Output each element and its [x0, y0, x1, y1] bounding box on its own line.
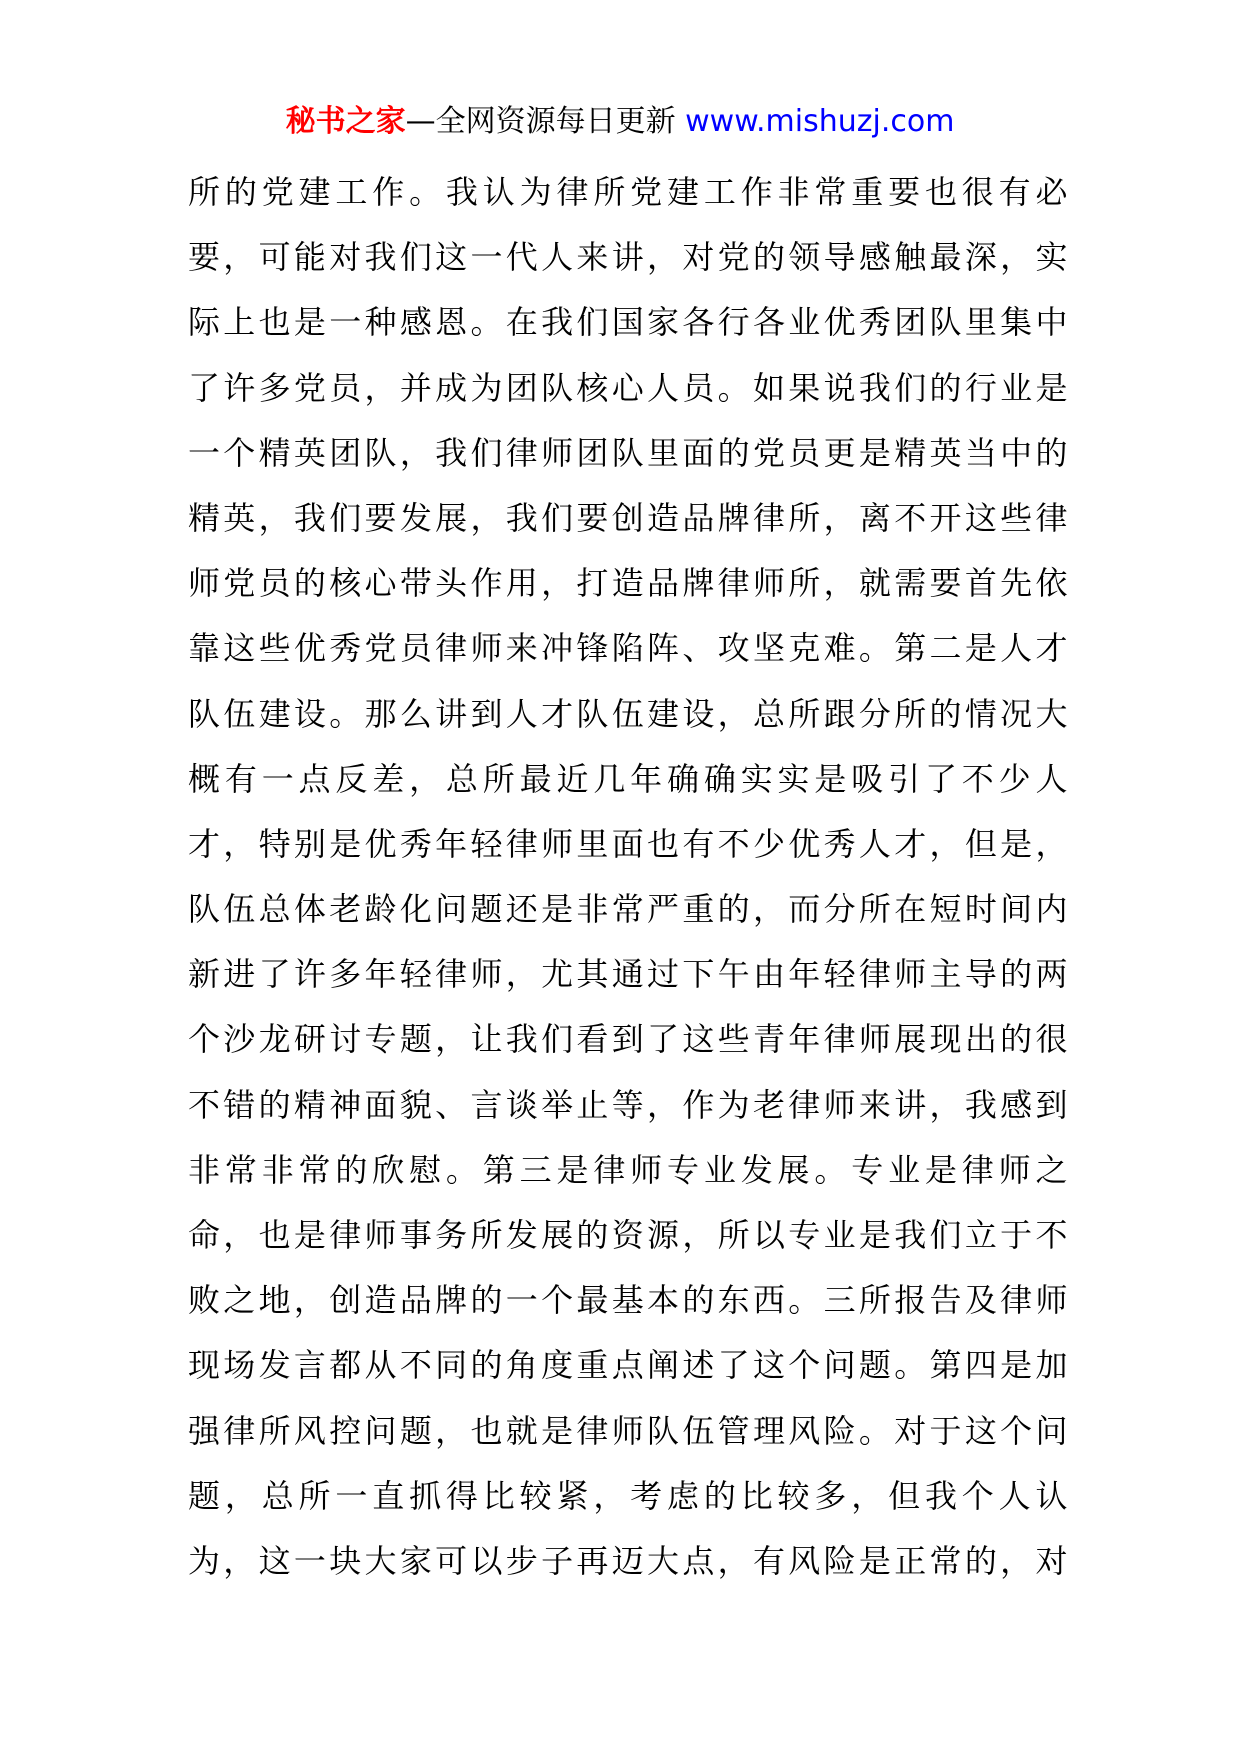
text-line: 一个精英团队，我们律师团队里面的党员更是精英当中的	[188, 433, 1068, 472]
text-line: 精英，我们要发展，我们要创造品牌律所，离不开这些律	[188, 498, 1068, 537]
text-line: 概有一点反差，总所最近几年确确实实是吸引了不少人	[188, 759, 1068, 798]
text-line: 命，也是律师事务所发展的资源，所以专业是我们立于不	[188, 1216, 1068, 1254]
text-line: 师党员的核心带头作用，打造品牌律师所，就需要首先依	[188, 564, 1068, 603]
text-line: 不错的精神面貌、言谈举止等，作为老律师来讲，我感到	[188, 1085, 1068, 1124]
text-line: 新进了许多年轻律师，尤其通过下午由年轻律师主导的两	[188, 955, 1068, 994]
header-brand: 秘书之家	[285, 104, 406, 139]
text-line: 了许多党员，并成为团队核心人员。如果说我们的行业是	[188, 368, 1068, 407]
text-line: 际上也是一种感恩。在我们国家各行各业优秀团队里集中	[188, 303, 1068, 342]
text-line: 个沙龙研讨专题，让我们看到了这些青年律师展现出的很	[188, 1020, 1068, 1059]
header-slogan: —全网资源每日更新	[405, 104, 676, 139]
header-url-link[interactable]: www.mishuzj.com	[685, 104, 955, 139]
text-line: 才，特别是优秀年轻律师里面也有不少优秀人才，但是，	[188, 824, 1068, 863]
page-header	[0, 100, 1240, 144]
body-text	[188, 170, 1068, 1604]
text-line: 队伍总体老龄化问题还是非常严重的，而分所在短时间内	[188, 890, 1068, 929]
text-line: 题，总所一直抓得比较紧，考虑的比较多，但我个人认	[188, 1476, 1068, 1515]
text-line: 靠这些优秀党员律师来冲锋陷阵、攻坚克难。第二是人才	[188, 629, 1068, 668]
text-line: 为，这一块大家可以步子再迈大点，有风险是正常的，对	[188, 1541, 1068, 1580]
text-line: 强律所风控问题，也就是律师队伍管理风险。对于这个问	[188, 1411, 1068, 1450]
text-line: 所的党建工作。我认为律所党建工作非常重要也很有必	[188, 173, 1068, 211]
text-line: 非常非常的欣慰。第三是律师专业发展。专业是律师之	[188, 1150, 1068, 1189]
text-line: 队伍建设。那么讲到人才队伍建设，总所跟分所的情况大	[188, 694, 1068, 733]
text-line: 败之地，创造品牌的一个最基本的东西。三所报告及律师	[188, 1281, 1068, 1320]
text-line: 要，可能对我们这一代人来讲，对党的领导感触最深，实	[188, 238, 1068, 277]
text-line: 现场发言都从不同的角度重点阐述了这个问题。第四是加	[188, 1346, 1068, 1385]
